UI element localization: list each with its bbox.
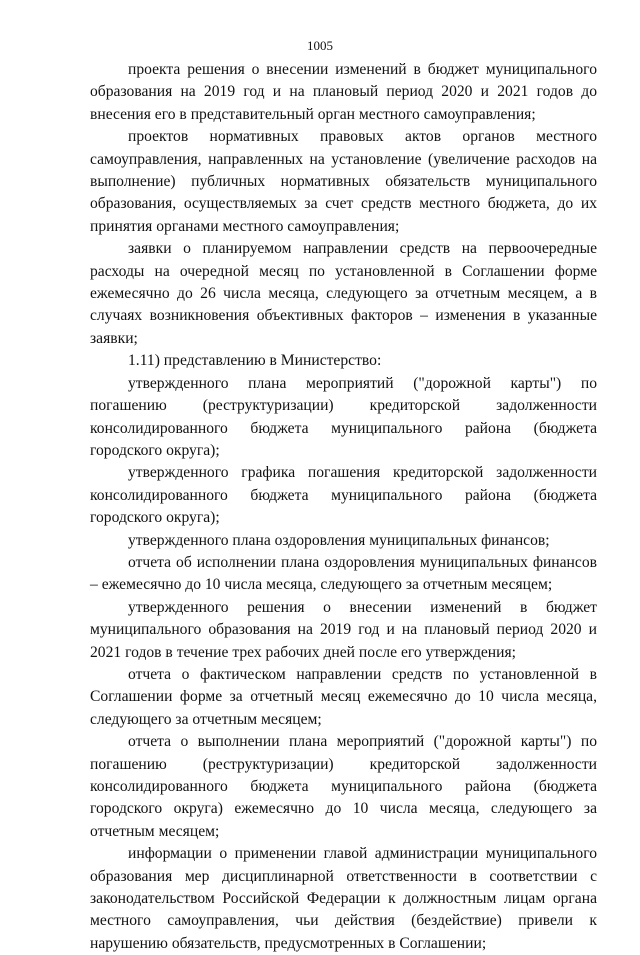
section-heading: 1.11) представлению в Министерство: bbox=[128, 352, 382, 370]
paragraph: проекта решения о внесении изменений в бюджет муниципального образования на 2019 год и на плановый период 2020 и 2021 годов до внесения его в представительный орган местного самоуправления; bbox=[90, 61, 597, 123]
paragraph: утвержденного плана мероприятий ("дорожной карты") по погашению (реструктуризации) кредиторской задолженности консолидированного бюджета муниципального района (бюджета городского округа); bbox=[90, 374, 597, 459]
paragraph: информации о применении главой администрации муниципального образования мер дисциплинарной ответственности в соответствии с законодательством Российской Федерации к должностным лицам органа местного самоуправления, чьи действия (бездействие) привели к нарушению обязательств, предусмотренных в Соглашении; bbox=[90, 845, 597, 952]
paragraph: утвержденного графика погашения кредиторской задолженности консолидированного бюджета муниципального района (бюджета городского округа); bbox=[90, 464, 597, 527]
paragraph: утвержденного решения о внесении изменений в бюджет муниципального образования на 2019 год и на плановый период 2020 и 2021 годов в течение трех рабочих дней после его утверждения; bbox=[90, 598, 597, 661]
paragraph: отчета о выполнении плана мероприятий ("дорожной карты") по погашению (реструктуризации) кредиторской задолженности консолидированного бюджета муниципального района (бюджета городского округа) ежемесячно до 10 числа месяца, следующего за отчетным месяцем; bbox=[90, 733, 597, 840]
document-body bbox=[90, 59, 597, 955]
paragraph: проектов нормативных правовых актов органов местного самоуправления, направленных на установление (увеличение расходов на выполнение) публичных нормативных обязательств муниципального образования, осуществляемых за счет средств местного бюджета, до их принятия органами местного самоуправления; bbox=[90, 128, 597, 235]
paragraph: заявки о планируемом направлении средств на первоочередные расходы на очередной месяц по установленной в Соглашении форме ежемесячно до 26 числа месяца, следующего за отчетным месяцем, а в случаях возникновения объективных факторов – изменения в указанные заявки; bbox=[90, 240, 597, 347]
paragraph: утвержденного плана оздоровления муниципальных финансов; bbox=[128, 531, 550, 549]
page-number: 1005 bbox=[307, 38, 333, 53]
paragraph: отчета о фактическом направлении средств по установленной в Соглашении форме за отчетный месяц ежемесячно до 10 числа месяца, следующего за отчетным месяцем; bbox=[90, 665, 597, 728]
paragraph: отчета об исполнении плана оздоровления муниципальных финансов – ежемесячно до 10 числа месяца, следующего за отчетным месяцем; bbox=[90, 553, 597, 594]
